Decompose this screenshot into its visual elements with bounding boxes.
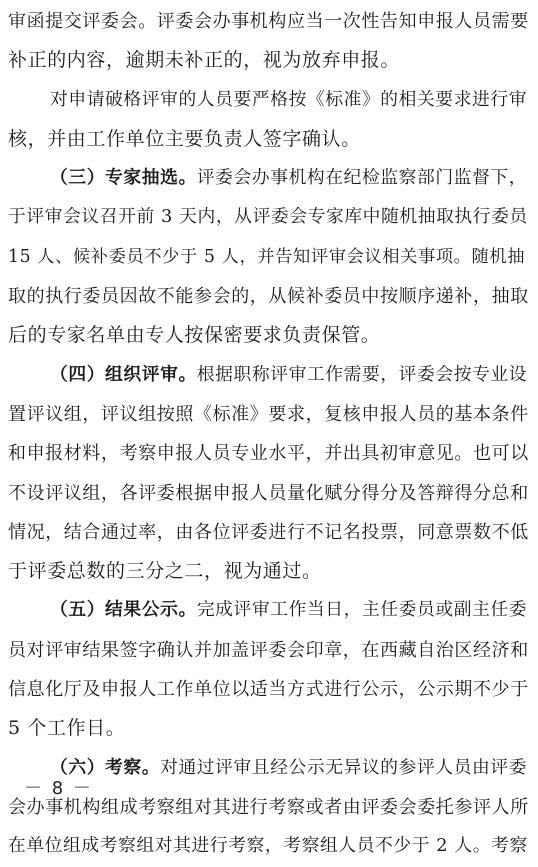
text-line [8,395,530,434]
line-text: 后的专家名单由专人按保密要求负责保管。 [8,324,381,347]
line-text: 会办事机构组成考察组对其进行考察或者由评委会委托参评人所 [8,796,529,818]
line-text: 5 个工作日。 [8,717,126,740]
text-line [8,513,530,552]
section-heading: （六）考察。 [50,757,161,778]
text-line [8,198,530,237]
text-line [8,591,530,630]
line-text: 补正的内容，逾期未补正的，视为放弃申报。 [8,49,401,72]
line-text: 于评委总数的三分之二，视为通过。 [8,560,322,583]
text-line [8,81,530,120]
text-line [8,434,530,473]
section-heading: （五）结果公示。 [50,600,197,621]
text-line [8,827,530,866]
text-line [8,238,530,277]
text-line [8,552,530,591]
text-line [8,120,530,159]
text-line [8,41,530,80]
text-line [8,2,530,41]
line-text: 对申请破格评审的人员要严格按《标准》的相关要求进行审 [50,89,528,110]
section-heading: （四）组织评审。 [50,364,197,385]
line-text: 15 人、候补委员不少于 5 人，并告知评审会议相关事项。随机抽 [8,246,526,267]
line-text: 审函提交评委会。评委会办事机构应当一次性告知申报人员需要 [8,11,529,32]
line-text: 完成评审工作当日，主任委员或副主任委 [196,600,528,621]
line-text: 信息化厅及申报人工作单位以适当方式进行公示，公示期不少于 [8,679,529,701]
text-line [8,631,530,670]
text-line [8,474,530,513]
text-line [8,356,530,395]
page-number: － 8 － [24,778,93,799]
line-text: 取的执行委员因故不能参会的，从候补委员中按顺序递补，抽取 [8,286,529,308]
text-line [8,277,530,316]
line-text: 评委会办事机构在纪检监察部门监督下， [196,168,528,189]
document-page [8,2,530,867]
line-text: 于评审会议召开前 3 天内，从评委会专家库中随机抽取执行委员 [8,207,528,228]
text-line [8,709,530,748]
line-text: 对通过评审且经公示无异议的参评人员由评委 [160,757,528,778]
line-text: 置评议组，评议组按照《标准》要求，复核申报人员的基本条件 [8,403,529,425]
text-line [8,316,530,355]
line-text: 情况，结合通过率，由各位评委进行不记名投票，同意票数不低 [8,521,529,543]
section-heading: （三）专家抽选。 [50,168,197,189]
line-text: 核，并由工作单位主要负责人签字确认。 [8,127,361,150]
line-text: 员对评审结果签字确认并加盖评委会印章，在西藏自治区经济和 [8,639,529,661]
line-text: 根据职称评审工作需要，评委会按专业设 [196,364,528,385]
line-text: 不设评议组，各评委根据申报人员量化赋分得分及答辩得分总和 [8,482,529,504]
line-text: 在单位组成考察组对其进行考察，考察组人员不少于 2 人。考察 [8,836,528,857]
line-text: 和申报材料，考察申报人员专业水平，并出具初审意见。也可以 [8,443,529,465]
text-line [8,159,530,198]
text-line [8,670,530,709]
